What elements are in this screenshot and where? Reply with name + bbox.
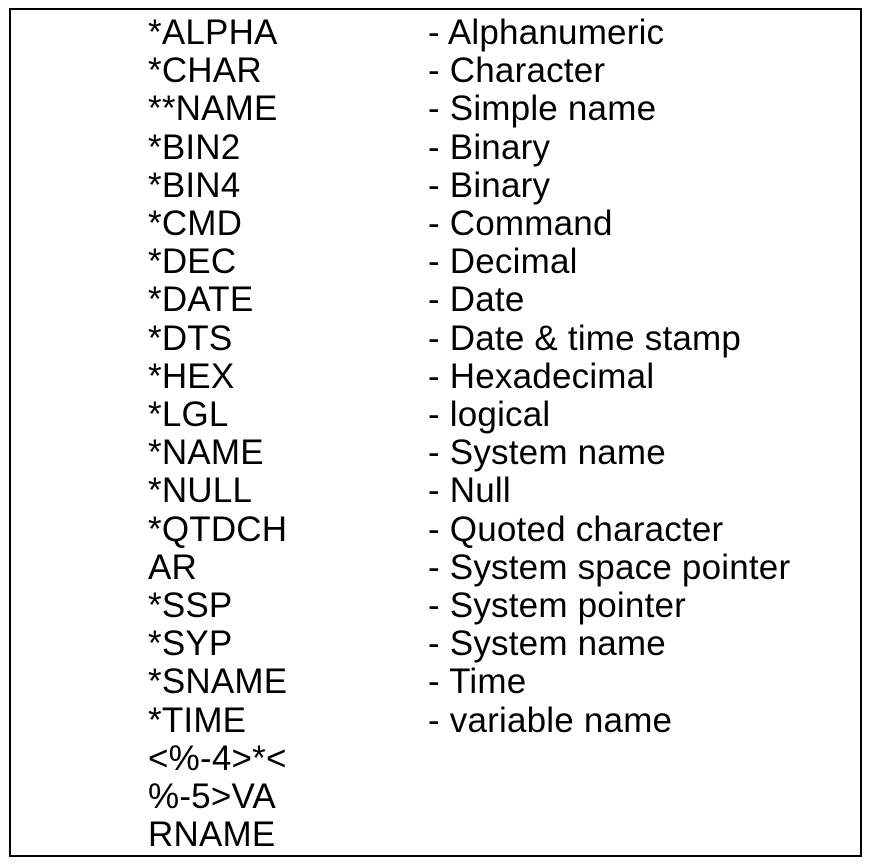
type-description: - Character <box>428 51 606 91</box>
type-row <box>148 587 860 625</box>
type-row <box>148 702 860 740</box>
type-row <box>148 14 860 52</box>
type-code: *LGL <box>148 395 229 435</box>
type-description: - logical <box>428 395 551 435</box>
type-row <box>148 625 860 663</box>
type-code: *SYP <box>148 624 233 664</box>
type-code: *BIN4 <box>148 165 241 205</box>
type-description: - System name <box>428 624 666 664</box>
type-row <box>148 281 860 319</box>
type-description: - System space pointer <box>428 547 791 587</box>
type-code: *NULL <box>148 471 253 511</box>
type-description: - variable name <box>428 700 673 740</box>
type-row <box>148 320 860 358</box>
type-description: - Simple name <box>428 89 657 129</box>
type-row <box>148 816 860 854</box>
type-code: <%-4>*< <box>148 738 287 778</box>
type-code: *SNAME <box>148 662 288 702</box>
type-row <box>148 472 860 510</box>
type-row <box>148 396 860 434</box>
type-list <box>11 10 860 854</box>
type-description: - Binary <box>428 165 551 205</box>
type-description: - System pointer <box>428 586 687 626</box>
type-code: *ALPHA <box>148 13 278 52</box>
type-code: *DTS <box>148 318 233 358</box>
type-row <box>148 167 860 205</box>
type-code: %-5>VA <box>148 777 276 817</box>
type-code: *TIME <box>148 700 247 740</box>
type-row <box>148 778 860 816</box>
type-code: *SSP <box>148 586 233 626</box>
type-row <box>148 205 860 243</box>
type-row <box>148 358 860 396</box>
type-code: *CHAR <box>148 51 262 91</box>
type-description <box>428 740 860 778</box>
type-description: - Date & time stamp <box>428 318 742 358</box>
type-code: *NAME <box>148 433 264 473</box>
type-code: *HEX <box>148 356 235 396</box>
type-row <box>148 511 860 549</box>
type-description: - Command <box>428 204 613 244</box>
type-row <box>148 90 860 128</box>
type-description: - Binary <box>428 127 551 167</box>
type-row <box>148 434 860 472</box>
type-description: - Decimal <box>428 242 578 282</box>
type-code: **NAME <box>148 89 278 129</box>
type-row <box>148 549 860 587</box>
type-code: *BIN2 <box>148 127 241 167</box>
type-row <box>148 740 860 778</box>
type-description: - System name <box>428 433 666 473</box>
type-description <box>428 816 860 854</box>
type-description: - Date <box>428 280 525 320</box>
type-code: AR <box>148 547 198 587</box>
content-frame <box>9 8 862 857</box>
type-row <box>148 52 860 90</box>
type-description: - Quoted character <box>428 509 724 549</box>
type-code: *DATE <box>148 280 254 320</box>
type-row <box>148 663 860 701</box>
type-description: - Hexadecimal <box>428 356 655 396</box>
type-code: RNAME <box>148 815 276 855</box>
type-code: *QTDCH <box>148 509 288 549</box>
type-description: - Alphanumeric <box>428 13 665 52</box>
type-row <box>148 129 860 167</box>
type-description <box>428 778 860 816</box>
type-code: *CMD <box>148 204 243 244</box>
type-description: - Time <box>428 662 527 702</box>
type-row <box>148 243 860 281</box>
type-description: - Null <box>428 471 511 511</box>
type-code: *DEC <box>148 242 237 282</box>
